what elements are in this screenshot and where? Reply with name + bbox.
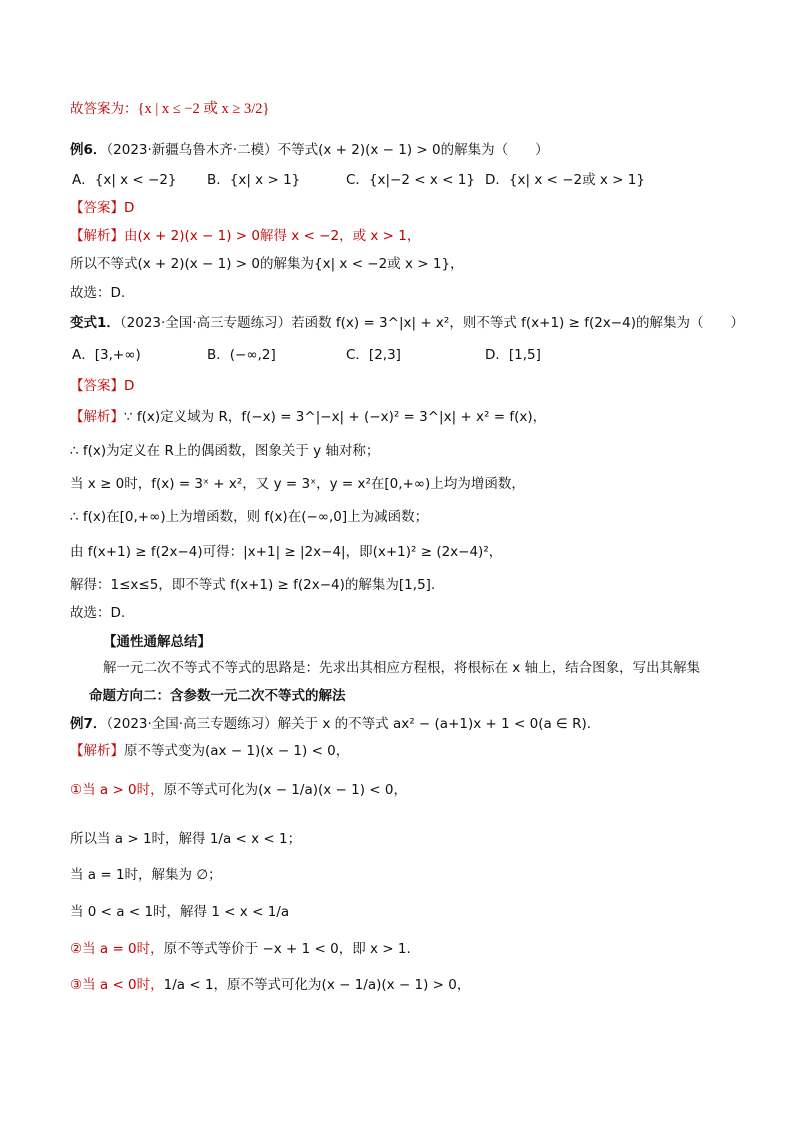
variant-1-question: （2023·全国·高三专题练习）若函数 f(x) = 3^|x| + x²，则不等式 f(x+1) ≥ f(2x−4)的解集为（ ） xyxy=(119,315,744,331)
solution-2-text: ∵ f(x)定义域为 R，f(−x) = 3^|−x| + (−x)² = 3^|x| + x² = f(x)， xyxy=(124,409,547,425)
solution-7-case-2 xyxy=(70,940,411,958)
solution-7-line-4: 当 a = 1时，解集为 ∅； xyxy=(70,867,222,883)
solution-2-line-1 xyxy=(70,408,546,426)
option-c-2: C．[2,3] xyxy=(346,347,401,363)
example-6-question: （2023·新疆乌鲁木齐·二模）不等式(x + 2)(x − 1) > 0的解集为（ ） xyxy=(106,142,549,158)
solution-7-line-1 xyxy=(70,742,349,760)
example-7-question: （2023·全国·高三专题练习）解关于 x 的不等式 ax² − (a+1)x + 1 < 0(a ∈ R). xyxy=(106,716,592,732)
solution-7-line-3: 所以当 a > 1时，解得 1/a < x < 1； xyxy=(70,831,302,847)
answer-line-prev xyxy=(70,100,269,118)
solution-1-line-3: 故选：D. xyxy=(70,285,126,301)
case-3-label: ③当 a < 0时， xyxy=(70,977,164,993)
option-d-1: D．{x| x < −2或 x > 1} xyxy=(485,172,645,188)
solution-7-label: 【解析】 xyxy=(70,743,124,759)
case-2-text: 原不等式等价于 −x + 1 < 0，即 x > 1. xyxy=(163,941,411,957)
direction-2-heading: 命题方向二：含参数一元二次不等式的解法 xyxy=(89,688,346,704)
example-7-label: 例7． xyxy=(70,716,107,732)
solution-7-case-3 xyxy=(70,976,470,994)
solution-2-line-7: 故选：D. xyxy=(70,605,126,621)
example-7-title xyxy=(70,715,591,733)
solution-2-line-5: 由 f(x+1) ≥ f(2x−4)可得：|x+1| ≥ |2x−4|，即(x+1)² ≥ (2x−4)²， xyxy=(70,544,503,560)
answer-set: {x | x ≤ −2 或 x ≥ 3/2} xyxy=(137,101,270,117)
solution-1-line-1 xyxy=(70,227,420,245)
option-c-1: C．{x|−2 < x < 1} xyxy=(346,172,475,188)
solution-7-line-5: 当 0 < a < 1时，解得 1 < x < 1/a xyxy=(70,904,290,920)
option-d-2: D．[1,5] xyxy=(485,347,541,363)
example-6-title xyxy=(70,141,549,159)
solution-2-line-6: 解得：1≤x≤5，即不等式 f(x+1) ≥ f(2x−4)的解集为[1,5]. xyxy=(70,577,436,593)
solution-2-line-2: ∴ f(x)为定义在 R上的偶函数，图象关于 y 轴对称； xyxy=(70,443,380,459)
case-2-label: ②当 a = 0时， xyxy=(70,941,164,957)
solution-1-text: 由(x + 2)(x − 1) > 0解得 x < −2，或 x > 1， xyxy=(124,228,421,244)
solution-7-case-1 xyxy=(70,781,407,799)
case-1-text: 原不等式可化为(x − 1/a)(x − 1) < 0， xyxy=(163,782,407,798)
solution-7-text: 原不等式变为(ax − 1)(x − 1) < 0， xyxy=(124,743,350,759)
variant-1-title xyxy=(70,314,744,332)
option-b-2: B．(−∞,2] xyxy=(207,347,276,363)
solution-2-line-4: ∴ f(x)在[0,+∞)上为增函数，则 f(x)在(−∞,0]上为减函数； xyxy=(70,509,429,525)
summary-text: 解一元二次不等式不等式的思路是：先求出其相应方程根，将根标在 x 轴上，结合图象，写出其解集 xyxy=(103,660,701,676)
example-6-label: 例6． xyxy=(70,142,107,158)
case-1-label: ①当 a > 0时， xyxy=(70,782,164,798)
solution-2-line-3: 当 x ≥ 0时，f(x) = 3ˣ + x²，又 y = 3ˣ，y = x²在[0,+∞)上均为增函数， xyxy=(70,476,525,492)
option-b-1: B．{x| x > 1} xyxy=(207,172,301,188)
option-a-1: A．{x| x < −2} xyxy=(72,172,177,188)
summary-title: 【通性通解总结】 xyxy=(103,634,211,650)
answer-2: 【答案】D xyxy=(70,378,135,394)
variant-1-label: 变式1． xyxy=(70,315,120,331)
answer-1: 【答案】D xyxy=(70,200,135,216)
solution-2-label: 【解析】 xyxy=(70,409,124,425)
case-3-text: 1/a < 1，原不等式可化为(x − 1/a)(x − 1) > 0， xyxy=(163,977,471,993)
solution-1-line-2: 所以不等式(x + 2)(x − 1) > 0的解集为{x| x < −2或 x > 1}， xyxy=(70,256,464,272)
answer-label: 故答案为： xyxy=(70,101,138,117)
option-a-2: A．[3,+∞) xyxy=(72,347,141,363)
solution-1-label: 【解析】 xyxy=(70,228,124,244)
